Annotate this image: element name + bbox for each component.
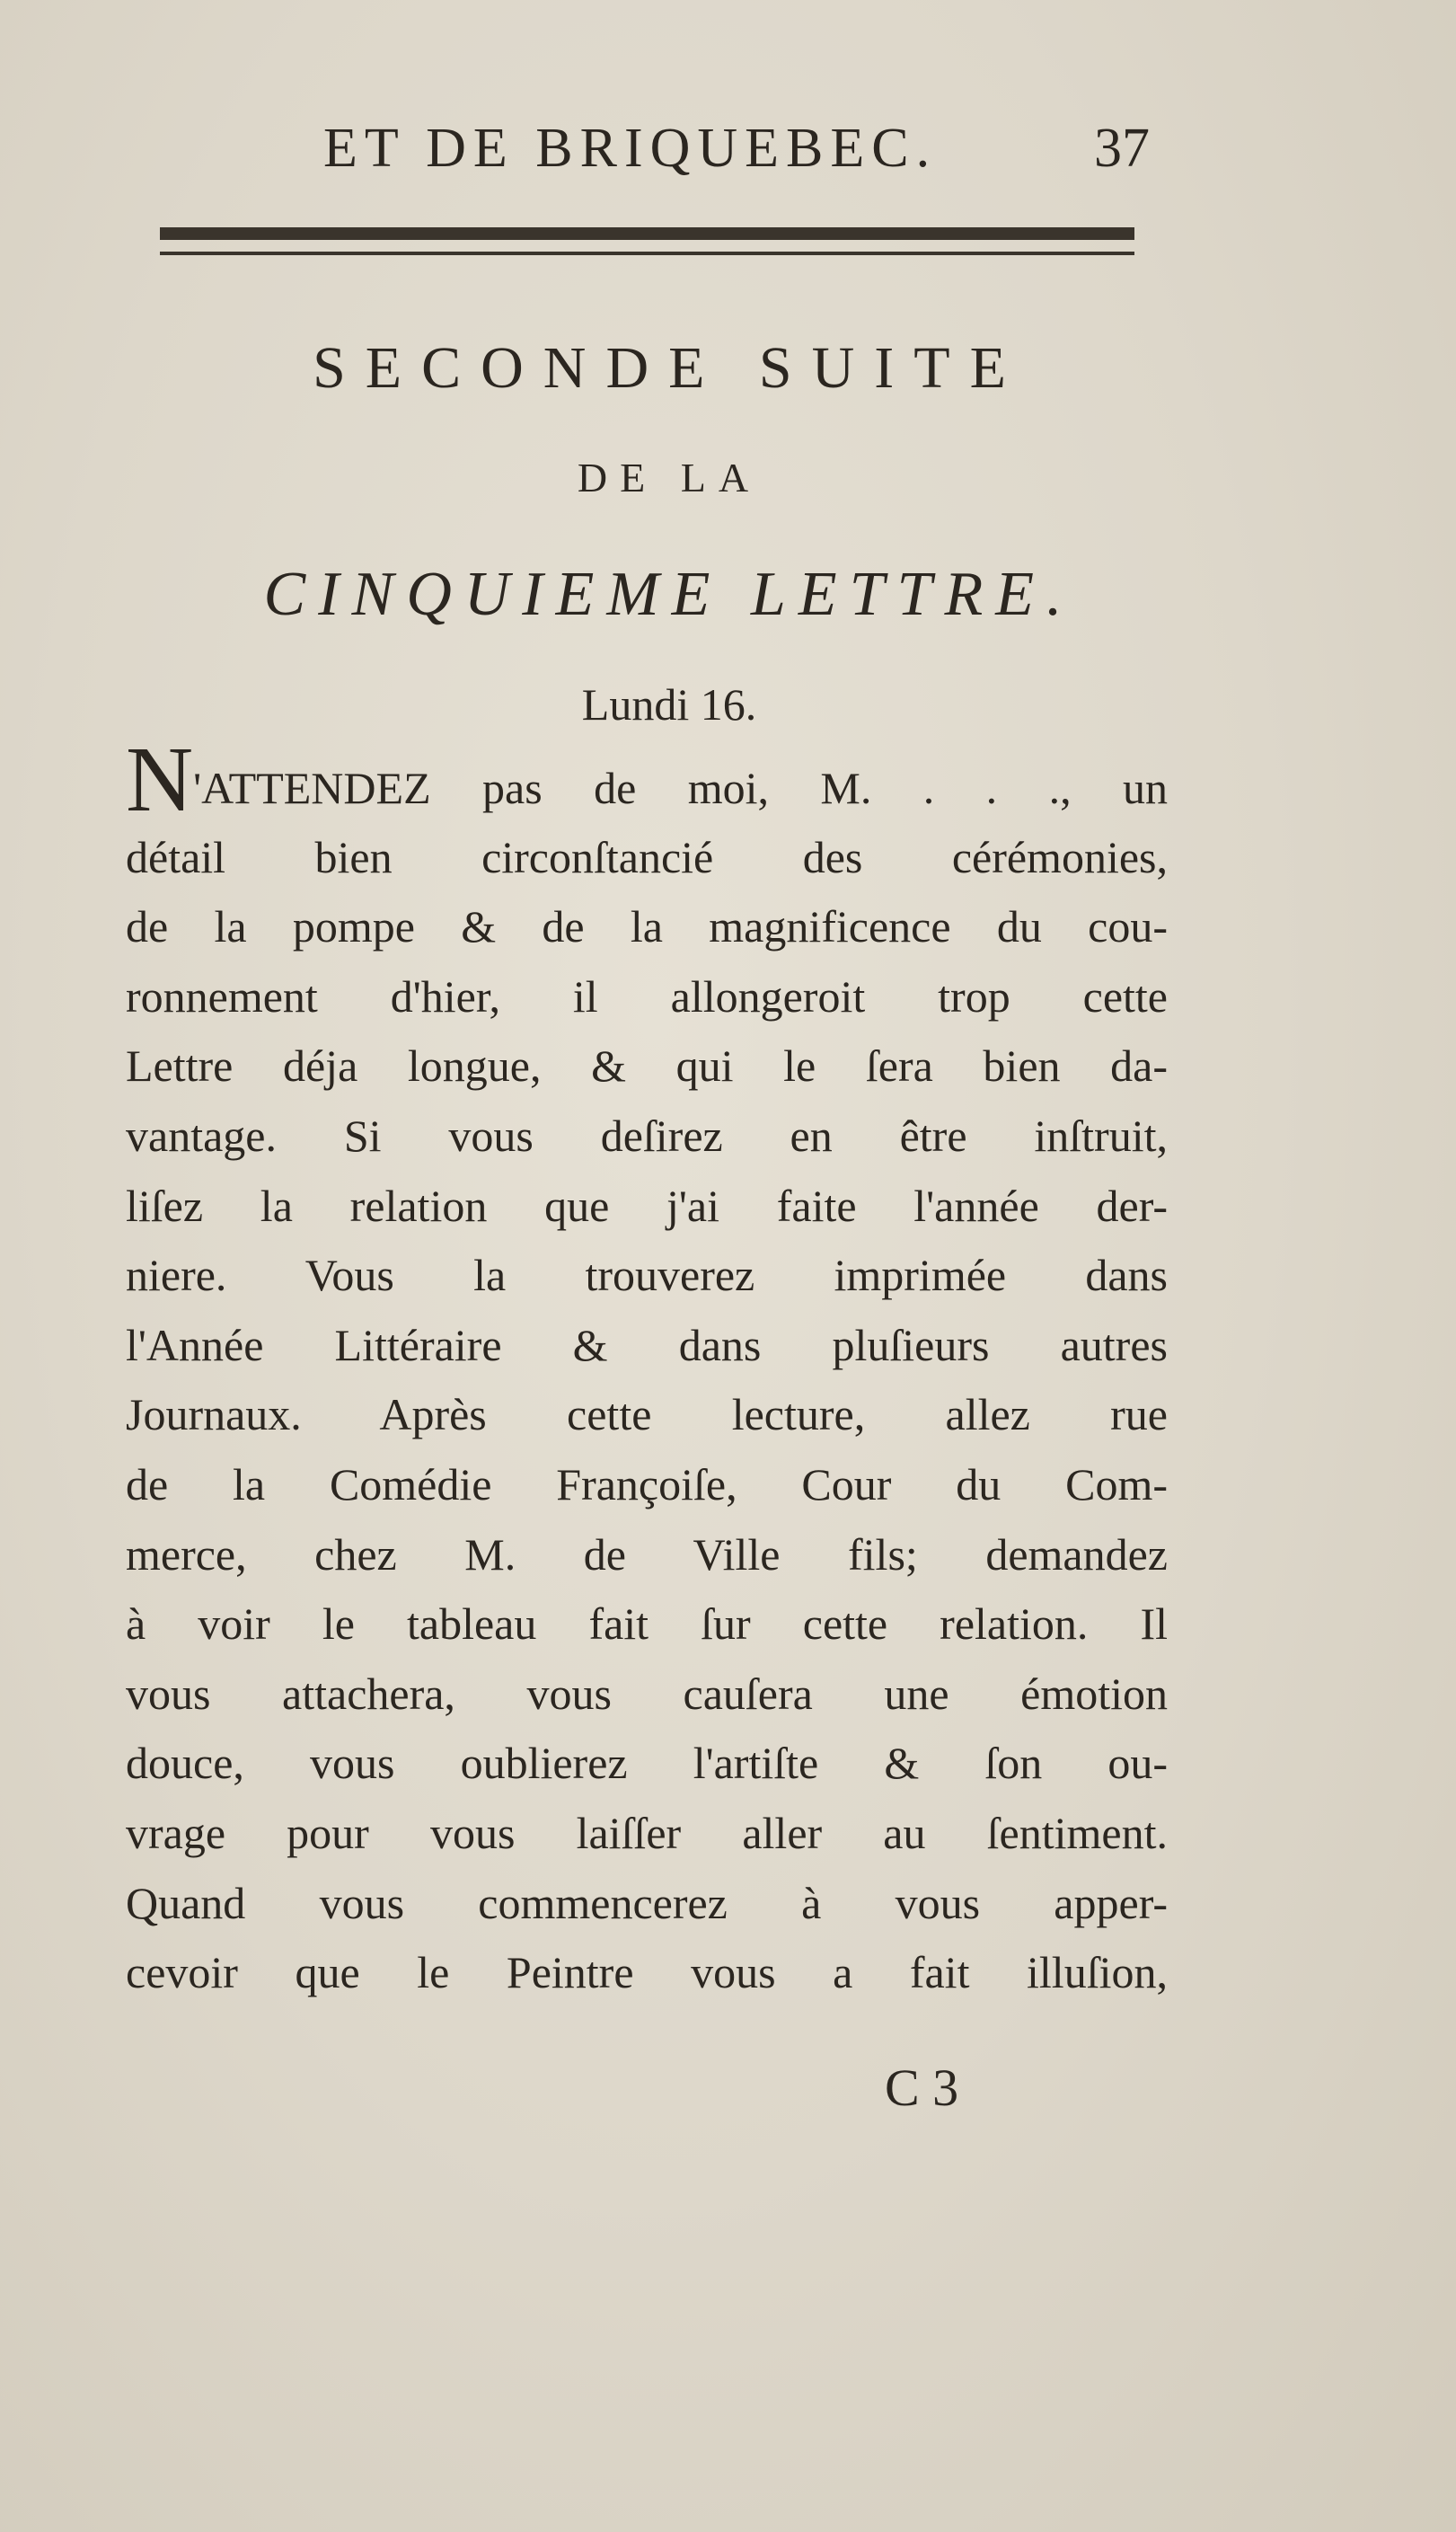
running-head [323,117,1150,189]
running-head-title: ET DE BRIQUEBEC. [323,118,938,179]
text-line: l'Année Littéraire & dans pluſieurs autres [126,1319,1168,1370]
section-heading-line-3: CINQUIEME LETTRE. [263,560,1075,629]
page-number: 37 [1094,118,1150,179]
text-line: Journaux. Après cette lecture, allez rue [126,1389,1168,1440]
section-heading-line-2: DE LA [577,455,762,500]
text-line: liſez la relation que j'ai faite l'année der- [126,1180,1168,1231]
text-line: Lettre déja longue, & qui le ſera bien da- [126,1040,1168,1092]
text-line: vrage pour vous laiſſer aller au ſentiment. [126,1807,1168,1858]
text-line [126,728,1168,831]
text-line: de la pompe & de la magnificence du cou- [126,901,1168,952]
text-line: détail bien circonſtancié des cérémonies, [126,831,1168,882]
signature-mark: C 3 [885,2058,959,2117]
text-line: cevoir que le Peintre vous a fait illuſion, [126,1947,1168,1998]
header-rule-thin [160,252,1134,255]
text-line: vous attachera, vous cauſera une émotion [126,1668,1168,1719]
text-line: douce, vous oublierez l'artiſte & ſon ou- [126,1738,1168,1789]
dateline: Lundi 16. [581,679,757,730]
text-line: à voir le tableau fait ſur cette relation. Il [126,1598,1168,1650]
header-rule-thick [160,227,1134,240]
section-heading-line-1: SECONDE SUITE [313,335,1026,401]
body-text [126,728,1168,2008]
text-line: ronnement d'hier, il allongeroit trop cette [126,970,1168,1022]
drop-initial: N [126,728,194,831]
text-line: merce, chez M. de Ville fils; demandez [126,1528,1168,1580]
text-line: vantage. Si vous deſirez en être inſtruit, [126,1110,1168,1161]
text-line-content: 'ATTENDEZ pas de moi, M. . . ., un [193,763,1168,813]
text-line: Quand vous commencerez à vous apper- [126,1877,1168,1928]
text-line: de la Comédie Françoiſe, Cour du Com- [126,1458,1168,1509]
text-line: niere. Vous la trouverez imprimée dans [126,1250,1168,1301]
